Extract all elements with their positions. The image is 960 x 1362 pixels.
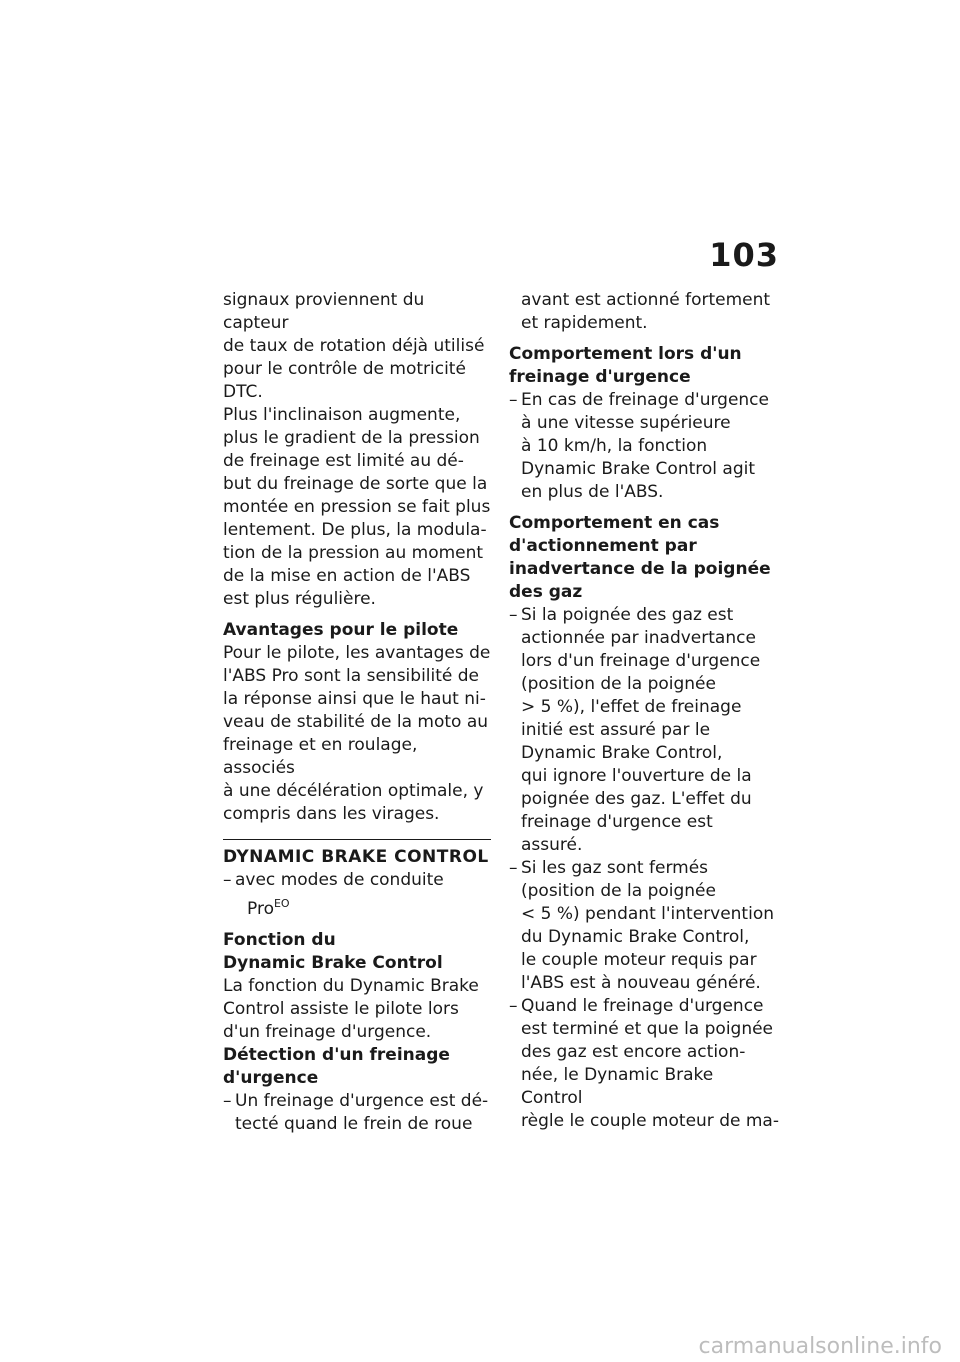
list-dash: – bbox=[509, 390, 518, 410]
text-line: DTC. bbox=[223, 382, 263, 402]
text-line: montée en pression se fait plus bbox=[223, 497, 491, 517]
text-line: des gaz bbox=[509, 582, 583, 602]
heading-comportement-inadvertance bbox=[509, 512, 779, 604]
list-dash: – bbox=[509, 605, 518, 625]
text-line: Dynamic Brake Control bbox=[223, 953, 443, 973]
list-line: règle le couple moteur de ma- bbox=[521, 1111, 779, 1131]
list-line: lors d'un freinage d'urgence bbox=[521, 651, 761, 671]
text-line: tion de la pression au moment bbox=[223, 543, 484, 563]
heading-fonction bbox=[223, 929, 493, 975]
section-title: DYNAMIC BRAKE CONTROL bbox=[223, 847, 489, 867]
list-line: née, le Dynamic Brake Control bbox=[521, 1065, 714, 1108]
list-line: initié est assuré par le bbox=[521, 720, 711, 740]
list-line: à une vitesse supérieure bbox=[521, 413, 731, 433]
text-line: de taux de rotation déjà utilisé bbox=[223, 336, 485, 356]
list-line: en plus de l'ABS. bbox=[521, 482, 664, 502]
text-line: de la mise en action de l'ABS bbox=[223, 566, 471, 586]
left-column bbox=[223, 289, 493, 1136]
list-line: Un freinage d'urgence est dé- bbox=[235, 1091, 489, 1111]
list-line: Si la poignée des gaz est bbox=[521, 605, 734, 625]
list-line: du Dynamic Brake Control, bbox=[521, 927, 750, 947]
list-line: actionnée par inadvertance bbox=[521, 628, 756, 648]
list-dash: – bbox=[223, 1091, 232, 1111]
list-item-freinage-termine bbox=[509, 995, 779, 1133]
page-number: 103 bbox=[709, 236, 779, 274]
list-line: Dynamic Brake Control agit bbox=[521, 459, 755, 479]
text-line: à une décélération optimale, y bbox=[223, 781, 484, 801]
list-line: freinage d'urgence est assuré. bbox=[521, 812, 713, 855]
text-line: Comportement lors d'un bbox=[509, 344, 742, 364]
section-rule bbox=[223, 839, 491, 840]
paragraph-signaux bbox=[223, 289, 493, 404]
right-column bbox=[509, 289, 779, 1133]
text-line: Pour le pilote, les avantages de bbox=[223, 643, 491, 663]
text-line: la réponse ainsi que le haut ni- bbox=[223, 689, 486, 709]
list-line: Quand le freinage d'urgence bbox=[521, 996, 764, 1016]
list-line: Dynamic Brake Control, bbox=[521, 743, 723, 763]
mode-superscript: EO bbox=[273, 897, 290, 910]
heading-detection bbox=[223, 1044, 493, 1090]
list-line: (position de la poignée bbox=[521, 881, 716, 901]
list-item-gaz-fermes bbox=[509, 857, 779, 995]
text-line: est plus régulière. bbox=[223, 589, 376, 609]
list-line: > 5 %), l'effet de freinage bbox=[521, 697, 742, 717]
text-line: lentement. De plus, la modula- bbox=[223, 520, 487, 540]
text-line: de freinage est limité au dé- bbox=[223, 451, 464, 471]
paragraph-avantages bbox=[223, 642, 493, 826]
list-line: poignée des gaz. L'effet du bbox=[521, 789, 752, 809]
heading-comportement-urgence bbox=[509, 343, 779, 389]
list-line: < 5 %) pendant l'intervention bbox=[521, 904, 774, 924]
list-line: l'ABS est à nouveau généré. bbox=[521, 973, 761, 993]
text-line: La fonction du Dynamic Brake bbox=[223, 976, 479, 996]
text-line: Détection d'un freinage bbox=[223, 1045, 450, 1065]
paragraph-inclinaison bbox=[223, 404, 493, 611]
list-line: des gaz est encore action- bbox=[521, 1042, 746, 1062]
list-line bbox=[235, 892, 493, 921]
text-line: l'ABS Pro sont la sensibilité de bbox=[223, 666, 480, 686]
list-line: est terminé et que la poignée bbox=[521, 1019, 774, 1039]
text-line: Plus l'inclinaison augmente, bbox=[223, 405, 461, 425]
text-line: Comportement en cas bbox=[509, 513, 720, 533]
list-line: qui ignore l'ouverture de la bbox=[521, 766, 752, 786]
text-line: avant est actionné fortement bbox=[521, 290, 771, 310]
list-item-detection bbox=[223, 1090, 493, 1136]
text-line: d'actionnement par bbox=[509, 536, 697, 556]
list-line: tecté quand le frein de roue bbox=[235, 1114, 473, 1134]
list-line: le couple moteur requis par bbox=[521, 950, 757, 970]
text-line: d'un freinage d'urgence. bbox=[223, 1022, 432, 1042]
list-item-vitesse bbox=[509, 389, 779, 504]
list-dash: – bbox=[223, 870, 232, 890]
list-line: En cas de freinage d'urgence bbox=[521, 390, 769, 410]
text-line: Control assiste le pilote lors bbox=[223, 999, 459, 1019]
list-line: (position de la poignée bbox=[521, 674, 716, 694]
watermark: carmanualsonline.info bbox=[698, 1334, 942, 1359]
text-line: d'urgence bbox=[223, 1068, 319, 1088]
text-line: compris dans les virages. bbox=[223, 804, 440, 824]
text-line: veau de stabilité de la moto au bbox=[223, 712, 489, 732]
paragraph-continuation bbox=[509, 289, 779, 335]
text-line: freinage et en roulage, associés bbox=[223, 735, 418, 778]
text-line: inadvertance de la poignée bbox=[509, 559, 771, 579]
text-line: but du freinage de sorte que la bbox=[223, 474, 488, 494]
list-line-text: Pro bbox=[247, 899, 274, 919]
heading-avantages: Avantages pour le pilote bbox=[223, 620, 459, 640]
list-dash: – bbox=[509, 858, 518, 878]
text-line: signaux proviennent du capteur bbox=[223, 290, 425, 333]
list-item-modes bbox=[223, 869, 493, 921]
text-line: pour le contrôle de motricité bbox=[223, 359, 466, 379]
list-line: Si les gaz sont fermés bbox=[521, 858, 709, 878]
text-line: freinage d'urgence bbox=[509, 367, 691, 387]
text-line: et rapidement. bbox=[521, 313, 648, 333]
list-dash: – bbox=[509, 996, 518, 1016]
list-line: avec modes de conduite bbox=[235, 870, 444, 890]
list-item-text bbox=[235, 869, 493, 921]
paragraph-fonction bbox=[223, 975, 493, 1044]
text-line: plus le gradient de la pression bbox=[223, 428, 480, 448]
list-line: à 10 km/h, la fonction bbox=[521, 436, 708, 456]
list-item-poignee-actionnee bbox=[509, 604, 779, 857]
text-line: Fonction du bbox=[223, 930, 336, 950]
